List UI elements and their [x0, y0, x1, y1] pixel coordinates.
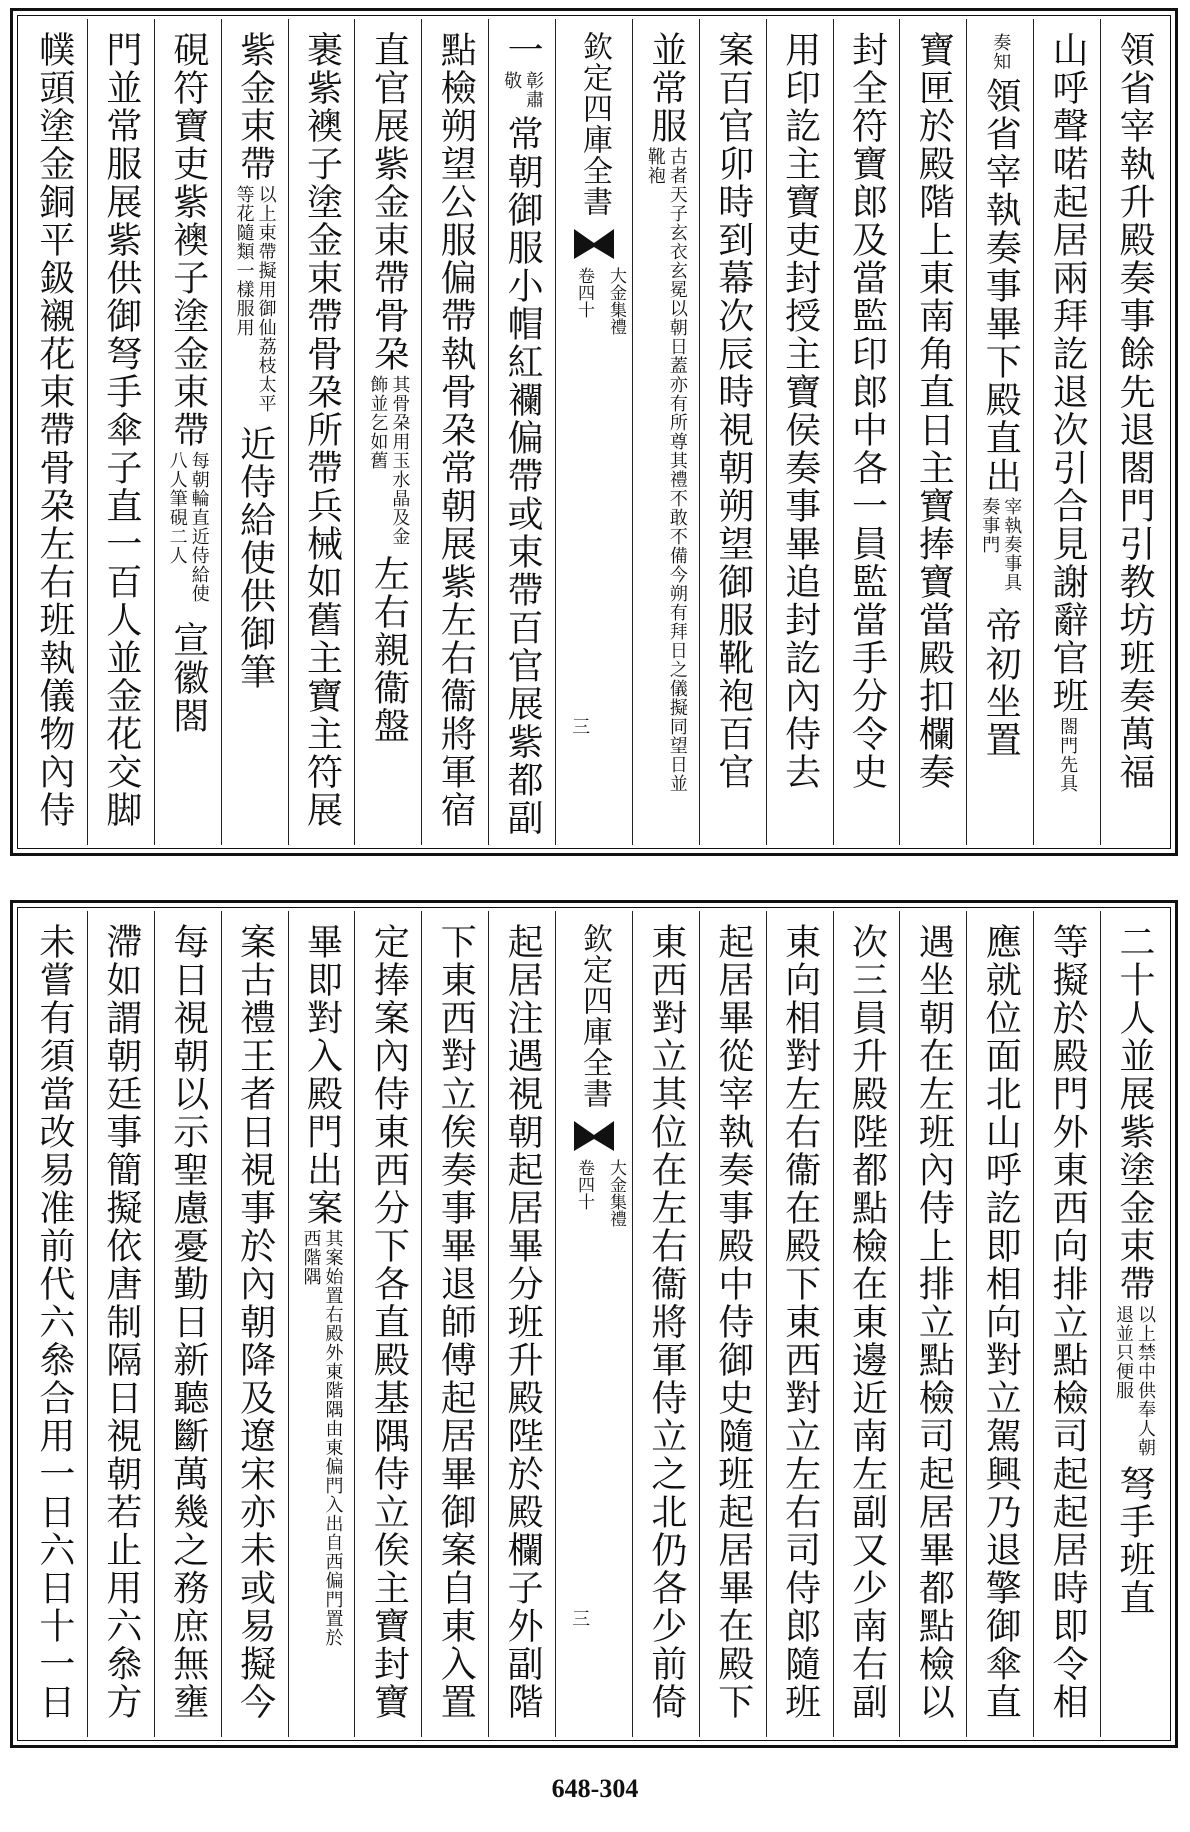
column-text: 點檢朔望公服偏帶執骨朶常朝展紫左右衞將軍宿: [435, 31, 477, 829]
column-text: 弩手班直: [1114, 1465, 1156, 1617]
column-text: 下東西對立俟奏事畢退師傅起居畢御案自東入置: [435, 923, 477, 1721]
column-text: 東西對立其位在左右衞將軍侍立之北仍各少前倚: [645, 923, 687, 1721]
column: [833, 19, 900, 845]
column-text: 二十人並展紫塗金束帶: [1114, 923, 1156, 1303]
page-number: 648-304: [551, 1774, 639, 1803]
column-text: 東向相對左右衞在殿下東西對立左右司侍郎隨班: [779, 923, 821, 1721]
column-text: 定捧案內侍東西分下各直殿基隅侍立俟主寶封寶: [368, 923, 410, 1721]
fishtail-mark-icon: [572, 227, 616, 261]
column: [421, 19, 488, 845]
leaf-number: 三: [569, 1609, 591, 1627]
column-note: 其骨朶用玉水晶及金飾並乞如舊: [367, 375, 411, 546]
top-columns: [21, 19, 1167, 845]
column-text: 帝初坐置: [980, 607, 1022, 759]
column-text: 幞頭塗金銅平鈒襯花束帶骨朶左右班執儀物內侍: [33, 31, 75, 829]
column: [632, 911, 699, 1737]
column-text: 等擬於殿門外東西向排立點檢司起起居時即令相: [1047, 923, 1089, 1721]
column-text: 左右親衞盤: [368, 555, 410, 745]
column: [899, 911, 966, 1737]
column: [354, 911, 421, 1737]
column: [966, 19, 1033, 845]
column-note: 宰執奏事具奏事門: [979, 497, 1023, 592]
column: [699, 19, 766, 845]
column-text: 一: [502, 31, 544, 69]
column: [766, 911, 833, 1737]
column-text: 起居畢從宰執奏事殿中侍御史隨班起居畢在殿下: [712, 923, 754, 1721]
book-title: 大金集禮: [605, 1159, 626, 1227]
column-note: 其案始置右殿外東階隅由東偏門入出自西偏門置於西階隅: [300, 1229, 344, 1647]
column: [87, 19, 154, 845]
volume-number: 卷四十: [573, 267, 594, 318]
column: [288, 911, 355, 1737]
column-text: 畢即對入殿門出案: [301, 923, 343, 1227]
column: [21, 911, 87, 1737]
column-text: 案古禮王者日視事於內朝降及遼宋亦未或易擬今: [234, 923, 276, 1721]
column: [899, 19, 966, 845]
column-text: 遇坐朝在左班內侍上排立點檢司起居畢都點檢以: [913, 923, 955, 1721]
column: [21, 19, 87, 845]
bottom-columns: [21, 911, 1167, 1737]
column: [966, 911, 1033, 1737]
column-text: 應就位面北山呼訖即相向對立駕興乃退擎御傘直: [980, 923, 1022, 1721]
column-text: 封全符寶郎及當監印郎中各一員監當手分令史: [846, 31, 888, 791]
column-text: 裹紫襖子塗金束帶骨朶所帶兵械如舊主寶主符展: [301, 31, 343, 829]
column-text: 門並常服展紫供御弩手傘子直一百人並金花交脚: [100, 31, 142, 829]
column-text: 硯符寶吏紫襖子塗金束帶: [167, 31, 209, 449]
fishtail-mark-icon: [572, 1119, 616, 1153]
column-note: 彰肅敬: [501, 71, 545, 109]
column: [288, 19, 355, 845]
column-text: 次三員升殿陛都點檢在東邊近南左副又少南右副: [846, 923, 888, 1721]
leaf-number: 三: [569, 717, 591, 735]
column: [833, 911, 900, 1737]
column-text: 滯如謂朝廷事簡擬依唐制隔日視朝若止用六叅方: [100, 923, 142, 1721]
top-page: [10, 8, 1178, 856]
column-text: 並常服: [645, 31, 687, 145]
book-title: 大金集禮: [605, 267, 626, 335]
column: [766, 19, 833, 845]
column: [1100, 19, 1167, 845]
column-note: 每朝輪直近侍給使八人筆硯二人: [166, 451, 210, 603]
column: [154, 911, 221, 1737]
bottom-page: [10, 900, 1178, 1748]
column: [1033, 19, 1100, 845]
column-text: 每日視朝以示聖慮憂勤日新聽斷萬幾之務庶無壅: [167, 923, 209, 1721]
column-text: 案百官卯時到幕次辰時視朝朔望御服靴袍百官: [712, 31, 754, 791]
column-text: 紫金束帶: [234, 31, 276, 183]
column: [421, 911, 488, 1737]
column: [221, 911, 288, 1737]
column-text: 宣徽閤: [167, 621, 209, 735]
column-text: 領省宰執升殿奏事餘先退閤門引教坊班奏萬福: [1114, 31, 1156, 791]
column: [154, 19, 221, 845]
book-series-title: 欽定四庫全書: [576, 923, 612, 1109]
column: [87, 911, 154, 1737]
column-note: 奏知: [990, 33, 1012, 71]
column: [1100, 911, 1167, 1737]
column-text: 近侍給使供御筆: [234, 425, 276, 691]
column-text: 山呼聲喏起居兩拜訖退次引合見謝辭官班: [1047, 31, 1089, 715]
volume-number: 卷四十: [573, 1159, 594, 1210]
column: [354, 19, 421, 845]
center-column: [555, 911, 632, 1737]
column: [699, 911, 766, 1737]
column: [1033, 911, 1100, 1737]
column: [632, 19, 699, 845]
column-text: 常朝御服小帽紅襴偏帶或束帶百官展紫都副: [502, 115, 544, 837]
column-text: 直官展紫金束帶骨朶: [368, 31, 410, 373]
column-note: 閤門先具: [1057, 717, 1079, 793]
column-text: 寶匣於殿階上東南角直日主寶捧寶當殿扣欄奏: [913, 31, 955, 791]
column-note: 以上禁中供奉人朝退並只便服: [1113, 1305, 1157, 1457]
column-text: 起居注遇視朝起居畢分班升殿陛於殿欄子外副階: [502, 923, 544, 1721]
column: [488, 19, 555, 845]
column-text: 未嘗有須當改易准前代六叅合用一日六日十一日: [33, 923, 75, 1721]
column: [488, 911, 555, 1737]
center-column: [555, 19, 632, 845]
column: [221, 19, 288, 845]
column-text: 領省宰執奏事畢下殿直出: [980, 77, 1022, 495]
column-note: 古者天子玄衣玄冕以朝日蓋亦有所尊其禮不敢不備今朔有拜日之儀擬同望日並靴袍: [644, 147, 688, 793]
column-text: 用印訖主寶吏封授主寶侯奏事畢追封訖內侍去: [779, 31, 821, 791]
book-series-title: 欽定四庫全書: [576, 31, 612, 217]
column-note: 以上束帶擬用御仙荔枝太平等花隨類一樣服用: [233, 185, 277, 413]
